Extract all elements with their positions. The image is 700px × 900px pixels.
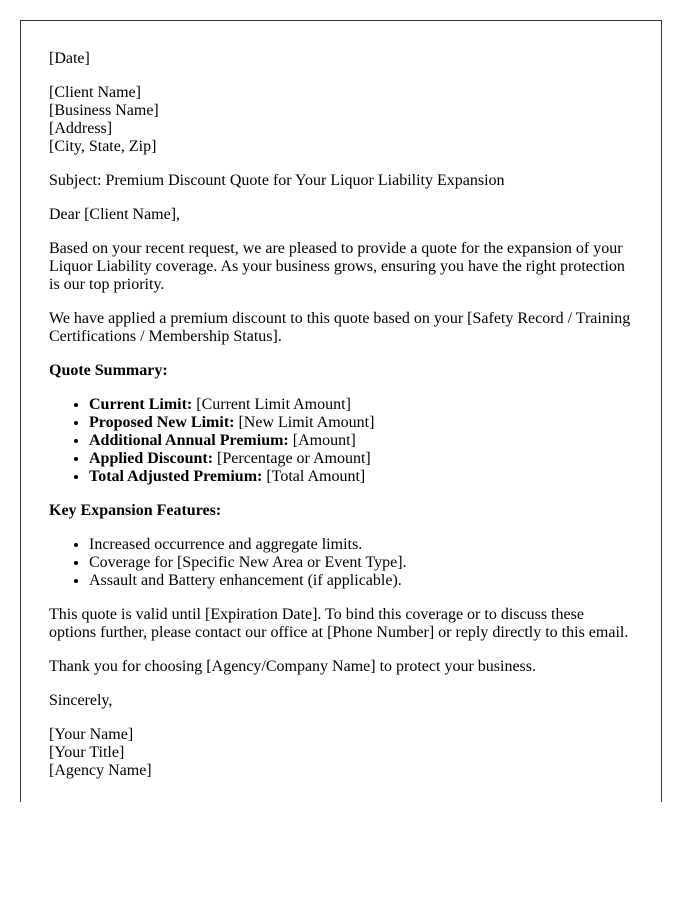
applied-discount-value: [Percentage or Amount]: [213, 450, 371, 467]
signature-title: [Your Title]: [49, 744, 125, 761]
key-features-heading: Key Expansion Features:: [49, 502, 222, 519]
quote-summary-item: [89, 450, 633, 468]
recipient-city-state-zip: [City, State, Zip]: [49, 138, 157, 155]
proposed-new-limit-label: Proposed New Limit:: [89, 414, 235, 431]
signature-block: [49, 726, 633, 780]
quote-summary-list: [49, 396, 633, 486]
recipient-address: [Address]: [49, 120, 113, 137]
key-feature-item: • Assault and Battery enhancement (if applicable).: [89, 572, 633, 590]
letter-subject: Subject: Premium Discount Quote for Your Liquor Liability Expansion: [49, 172, 505, 189]
total-adjusted-premium-label: Total Adjusted Premium:: [89, 468, 263, 485]
letter-date: [Date]: [49, 50, 90, 67]
letter-salutation: Dear [Client Name],: [49, 206, 181, 223]
recipient-client-name: [Client Name]: [49, 84, 141, 101]
quote-summary-heading: Quote Summary:: [49, 362, 168, 379]
total-adjusted-premium-value: [Total Amount]: [262, 468, 366, 485]
additional-annual-premium-value: [Amount]: [288, 432, 356, 449]
key-feature-item: • Coverage for [Specific New Area or Event Type].: [89, 554, 633, 572]
thank-you-paragraph: Thank you for choosing [Agency/Company Name] to protect your business.: [49, 658, 537, 675]
applied-discount-label: Applied Discount:: [89, 450, 214, 467]
current-limit-value: [Current Limit Amount]: [192, 396, 351, 413]
discount-paragraph: We have applied a premium discount to this quote based on your [Safety Record / Training Certifications / Membership Status].: [49, 310, 631, 345]
current-limit-label: Current Limit:: [89, 396, 193, 413]
quote-summary-item: [89, 432, 633, 450]
key-features-list: [49, 536, 633, 590]
signature-name: [Your Name]: [49, 726, 134, 743]
quote-summary-item: [89, 414, 633, 432]
quote-summary-item: [89, 396, 633, 414]
quote-summary-item: [89, 468, 633, 486]
signature-agency: [Agency Name]: [49, 762, 152, 779]
document-viewport: [20, 20, 662, 802]
key-feature-item: • Increased occurrence and aggregate limits.: [89, 536, 633, 554]
additional-annual-premium-label: Additional Annual Premium:: [89, 432, 289, 449]
proposed-new-limit-value: [New Limit Amount]: [234, 414, 375, 431]
letter-closing: Sincerely,: [49, 692, 113, 709]
letter-document: [20, 20, 662, 802]
validity-paragraph: This quote is valid until [Expiration Date]. To bind this coverage or to discuss these options further, please contact our office at [Phone Number] or reply directly to this email.: [49, 606, 629, 641]
recipient-address-block: [49, 84, 633, 156]
recipient-business-name: [Business Name]: [49, 102, 159, 119]
intro-paragraph: Based on your recent request, we are pleased to provide a quote for the expansion of your Liquor Liability coverage. As your business grows, ensuring you have the right protection is our top priority.: [49, 240, 625, 293]
